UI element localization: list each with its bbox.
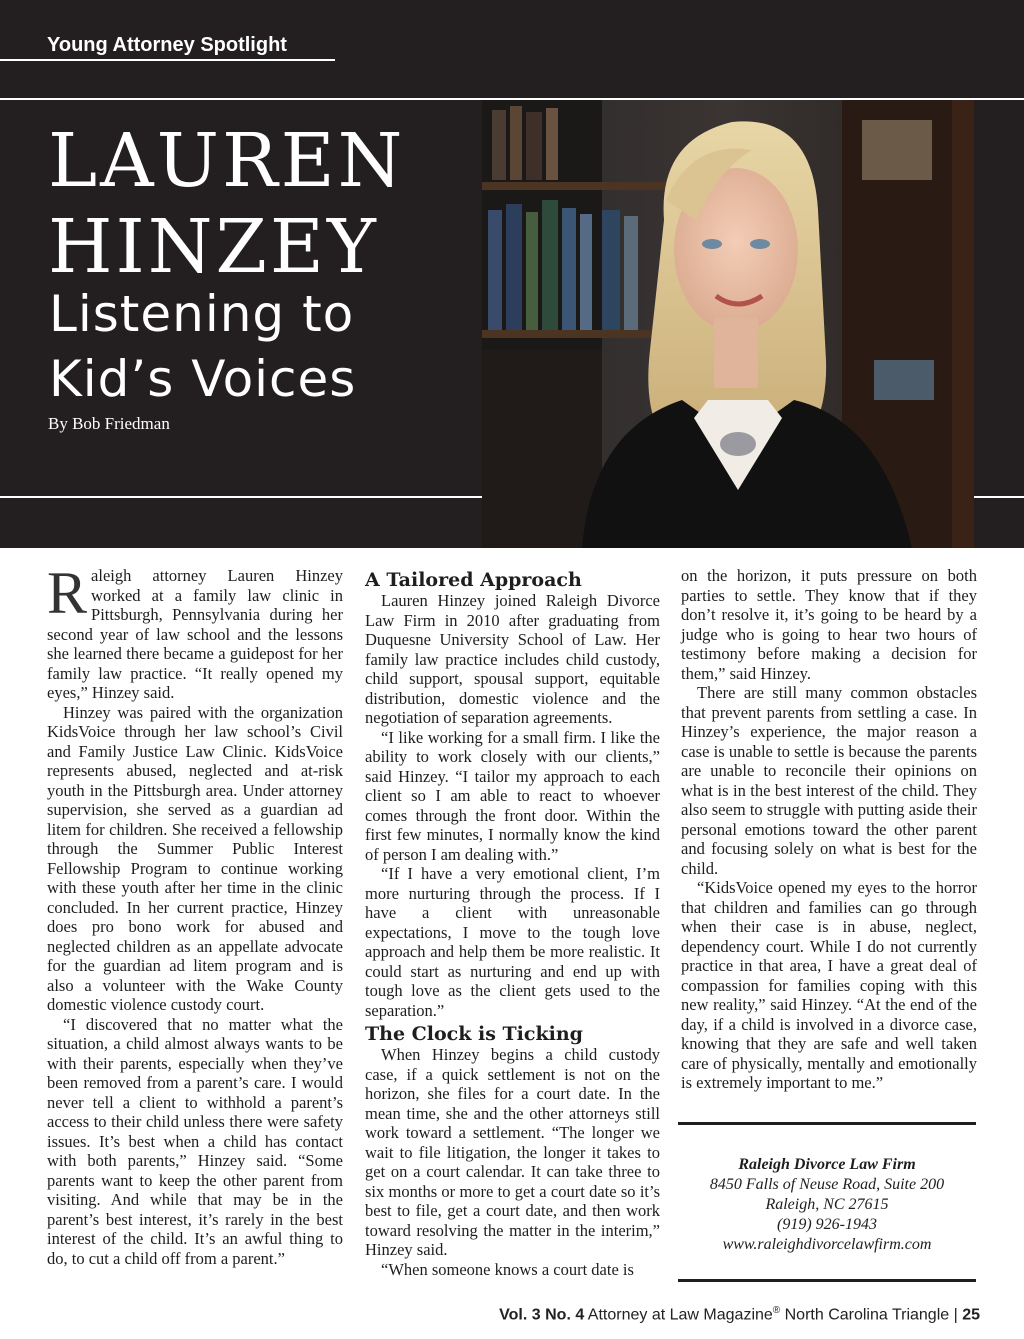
drop-cap: R (47, 560, 88, 626)
paragraph: “KidsVoice opened my eyes to the horror that children and families can go through when their case is in abuse, neglect, dependency court. While I do not currently practice in that area, I have a great deal of compassion for families coping with this new reality,” said Hinzey. “At the end of the day, if a child is involved in a divorce case, knowing that they are safe and well taken care of physically, mentally and emotionally is extremely important to me.” (681, 878, 977, 1092)
page-number: 25 (962, 1306, 980, 1324)
subtitle-line2: Kid’s Voices (49, 350, 357, 408)
article-column-1 (47, 560, 343, 1268)
firm-website[interactable]: www.raleighdivorcelawfirm.com (722, 1236, 932, 1253)
paragraph: on the horizon, it puts pressure on both parties to settle. They know that if they don’t resolve it, it’s going to be heard by a judge who is going to hear two hours of testimony before making a decision for them,” said Hinzey. (681, 566, 977, 683)
subtitle-line1: Listening to (49, 285, 355, 343)
footer-magazine: Attorney at Law Magazine (587, 1306, 773, 1324)
name-first: LAUREN (48, 118, 406, 204)
firm-city: Raleigh, NC 27615 (765, 1196, 889, 1213)
paragraph: Lauren Hinzey joined Raleigh Divorce Law Firm in 2010 after graduating from Duquesne University School of Law. Her family law practice includes child custody, child support, spousal support, equitable distribution, domestic violence and the negotiation of separation agreements. (365, 591, 660, 727)
paragraph-text: aleigh attorney Lauren Hinzey worked at a family law clinic in Pittsburgh, Pennsylvania during her second year of law school and the lessons she learned there became a guidepost for her family law practice. “It really opened my eyes,” Hinzey said. (47, 566, 343, 702)
paragraph (47, 560, 343, 703)
paragraph: “I like working for a small firm. I like the ability to work closely with our clients,” said Hinzey. “I tailor my approach to each client so I am able to react to whoever comes through the front door. Within the first few minutes, I normally know the kind of person I am dealing with.” (365, 727, 660, 864)
hero-banner (0, 0, 1024, 548)
paragraph: “I discovered that no matter what the situation, a child almost always wants to be with their parents, especially when they’ve been removed from a parent’s care. I would never tell a client to withhold a parent’s access to their child unless there were safety issues. It’s best when a child has contact with both parents,” Hinzey said. “Some parents want to keep the other parent from visiting. And while that may be in the parent’s best interest, it’s rarely in the best interest of the child. It’s an awful thing to do, to cut a child off from a parent.” (47, 1014, 343, 1268)
firm-name: Raleigh Divorce Law Firm (738, 1156, 916, 1173)
contact-box (678, 1122, 976, 1282)
page-footer (499, 1305, 980, 1324)
paragraph: When Hinzey begins a child custody case, if a quick settlement is not on the horizon, she files for a court date. In the mean time, she and the other attorneys still work toward a settlement. “The longer we wait to file litigation, the longer it takes to get on a court calendar. It can take three to six months or more to get a court date so it’s best to file, get a court date, and then work toward resolving the matter in the interim,” Hinzey said. (365, 1045, 660, 1259)
paragraph: “If I have a very emotional client, I’m more nurturing through the process. If I have a client with unreasonable expectations, I move to the tough love approach and help them be more realistic. It could start as nurturing and end up with tough love as the client gets used to the separation.” (365, 864, 660, 1020)
section-label: Young Attorney Spotlight (47, 34, 287, 56)
registered-mark: ® (772, 1305, 781, 1316)
article-column-2 (365, 566, 660, 1279)
subhead-clock-ticking: The Clock is Ticking (365, 1023, 583, 1045)
footer-region: North Carolina Triangle | (784, 1306, 958, 1324)
footer-volume: Vol. 3 No. 4 (499, 1306, 585, 1324)
attorney-portrait (482, 100, 974, 548)
firm-address: 8450 Falls of Neuse Road, Suite 200 (709, 1176, 945, 1193)
portrait-illustration (482, 100, 974, 548)
subhead-tailored-approach: A Tailored Approach (365, 569, 582, 591)
byline: By Bob Friedman (48, 414, 170, 433)
paragraph: “When someone knows a court date is (381, 1259, 634, 1279)
paragraph: Hinzey was paired with the organization KidsVoice through her law school’s Civil and Family Justice Law Clinic. KidsVoice represents abused, neglected and at-risk youth in the Pittsburgh area. Under attorney supervision, she served as a guardian ad litem for children. She received a fellowship through the Summer Public Interest Fellowship Program to continue working with these youth after her time in the clinic concluded. In her current practice, Hinzey does pro bono work for abused and neglected children as an appellate advocate for the guardian ad litem program and is also a volunteer with the Wake County domestic violence custody court. (47, 702, 343, 1014)
article-column-3 (681, 566, 977, 1093)
paragraph: There are still many common obstacles that prevent parents from settling a case. In Hinzey’s experience, the major reason a case is unable to settle is because the parents are unable to reconcile their opinions on what is in the best interest of the child. They also seem to struggle with putting aside their personal emotions toward the other parent and focusing solely on what is best for the child. (681, 683, 977, 878)
name-last: HINZEY (48, 204, 379, 290)
firm-phone: (919) 926-1943 (777, 1216, 877, 1233)
section-underline (0, 59, 335, 61)
